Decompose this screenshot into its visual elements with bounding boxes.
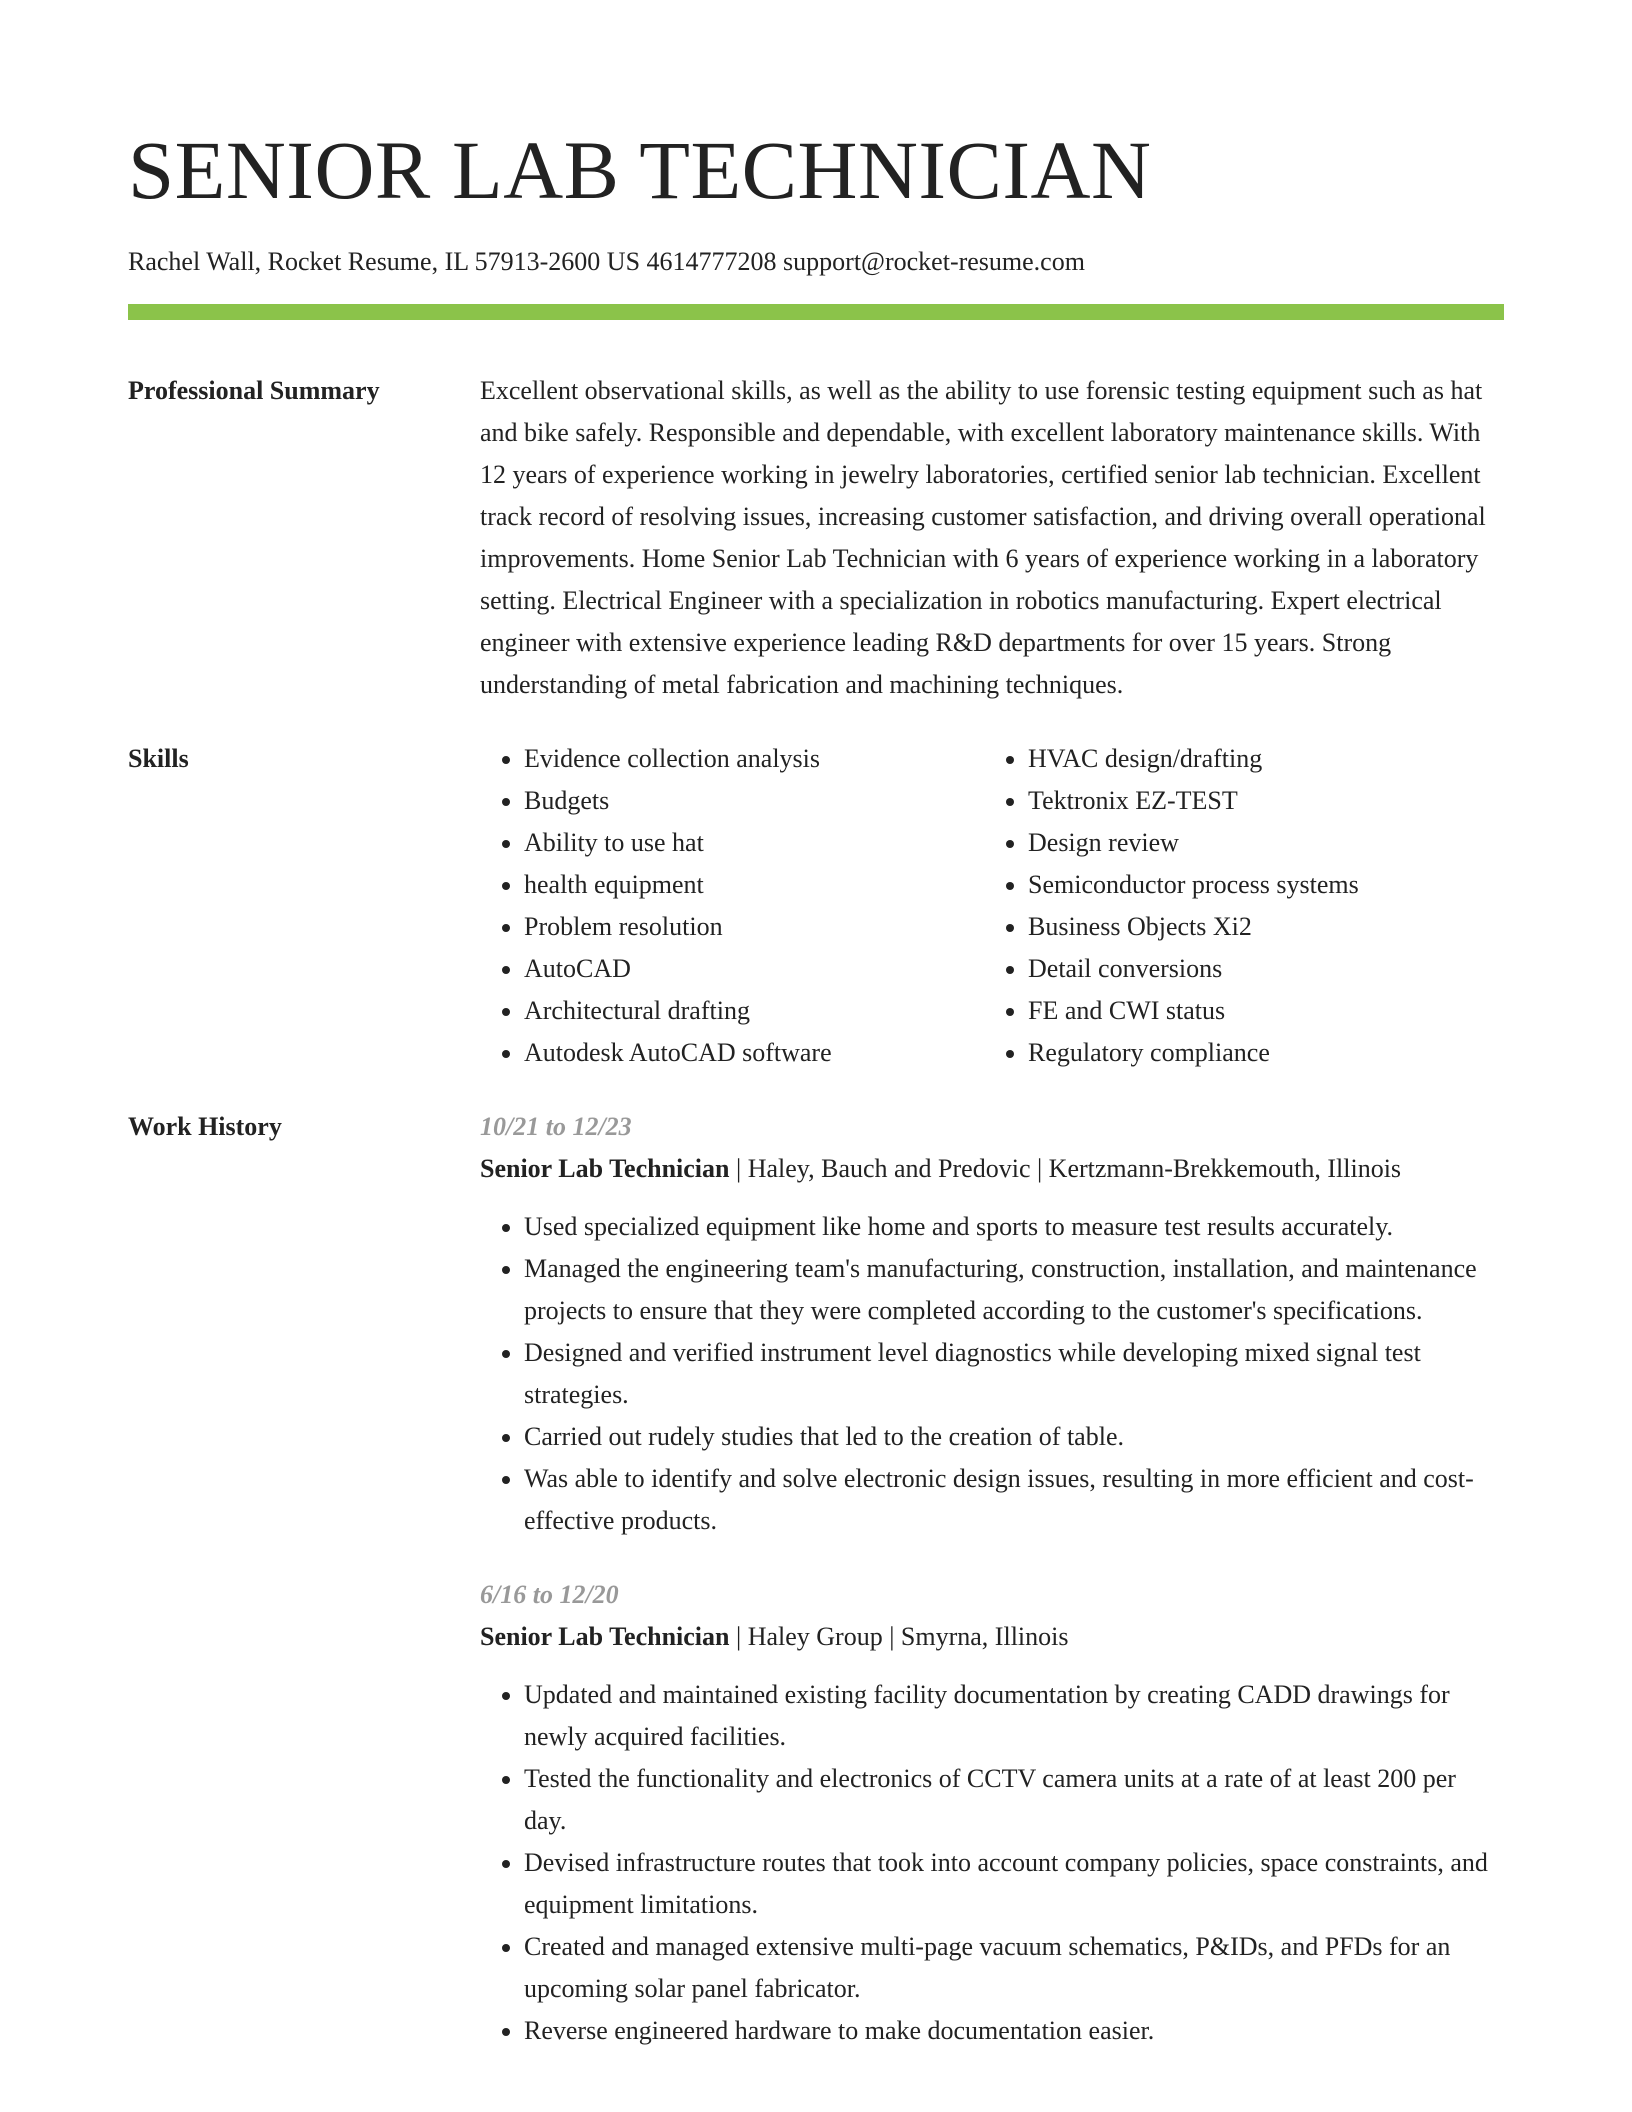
skills-list-right — [984, 738, 1504, 1074]
job-entry — [480, 1106, 1504, 1542]
resume-page — [128, 0, 1504, 2052]
skill-item: • Tektronix EZ-TEST — [1028, 780, 1504, 822]
skill-item: • Regulatory compliance — [1028, 1032, 1504, 1074]
job-heading — [480, 1616, 1504, 1658]
skill-item: • Design review — [1028, 822, 1504, 864]
skill-item: • FE and CWI status — [1028, 990, 1504, 1032]
summary-text: Excellent observational skills, as well as the ability to use forensic testing equipment such as hat and bike safely. Responsible and dependable, with excellent laboratory maintenance skills. With 12 years of experience working in jewelry laboratories, certified senior lab technician. Excellent track record of resolving issues, increasing customer satisfaction, and driving overall operational improvements. Home Senior Lab Technician with 6 years of experience working in a laboratory setting. Electrical Engineer with a specialization in robotics manufacturing. Expert electrical engineer with extensive experience leading R&D departments for over 15 years. Strong understanding of metal fabrication and machining techniques. — [480, 376, 1486, 699]
job-bullet: • Managed the engineering team's manufacturing, construction, installation, and maintenance projects to ensure that they were completed according to the customer's specifications. — [524, 1248, 1504, 1332]
job-bullet: • Designed and verified instrument level diagnostics while developing mixed signal test strategies. — [524, 1332, 1504, 1416]
work-history-section — [128, 1106, 1504, 2052]
skill-item: • Business Objects Xi2 — [1028, 906, 1504, 948]
job-bullet: • Tested the functionality and electronics of CCTV camera units at a rate of at least 200 per day. — [524, 1758, 1504, 1842]
skill-item: • Evidence collection analysis — [524, 738, 984, 780]
job-heading — [480, 1148, 1504, 1190]
job-bullet-list — [480, 1674, 1504, 2052]
job-bullet: • Carried out rudely studies that led to the creation of table. — [524, 1416, 1504, 1458]
contact-line: Rachel Wall, Rocket Resume, IL 57913-2600 US 4614777208 support@rocket-resume.com — [128, 247, 1085, 276]
skill-item: • health equipment — [524, 864, 984, 906]
skill-item: • Semiconductor process systems — [1028, 864, 1504, 906]
skill-item: • Detail conversions — [1028, 948, 1504, 990]
section-heading-skills: Skills — [128, 744, 189, 773]
accent-divider — [128, 304, 1504, 320]
skill-item: • Architectural drafting — [524, 990, 984, 1032]
skill-item: • HVAC design/drafting — [1028, 738, 1504, 780]
summary-body — [480, 370, 1504, 706]
section-heading-summary: Professional Summary — [128, 376, 380, 405]
skill-item: • Budgets — [524, 780, 984, 822]
skills-list-left — [480, 738, 984, 1074]
job-title: Senior Lab Technician — [480, 1622, 730, 1651]
skill-item: • Autodesk AutoCAD software — [524, 1032, 984, 1074]
job-bullet: • Devised infrastructure routes that took into account company policies, space constraints, and equipment limitations. — [524, 1842, 1504, 1926]
job-employer-location: | Haley, Bauch and Predovic | Kertzmann-Brekkemouth, Illinois — [729, 1154, 1402, 1183]
skills-body — [480, 738, 1504, 1074]
job-bullet-list — [480, 1206, 1504, 1542]
job-employer-location: | Haley Group | Smyrna, Illinois — [729, 1622, 1069, 1651]
job-entry — [480, 1574, 1504, 2052]
section-heading-work-history: Work History — [128, 1112, 282, 1141]
professional-summary-section — [128, 370, 1504, 706]
skill-item: • Problem resolution — [524, 906, 984, 948]
job-title: Senior Lab Technician — [480, 1154, 730, 1183]
job-bullet: • Updated and maintained existing facility documentation by creating CADD drawings for newly acquired facilities. — [524, 1674, 1504, 1758]
job-dates: 6/16 to 12/20 — [480, 1580, 619, 1609]
skills-section — [128, 738, 1504, 1074]
job-bullet: • Reverse engineered hardware to make documentation easier. — [524, 2010, 1504, 2052]
job-bullet: • Used specialized equipment like home and sports to measure test results accurately. — [524, 1206, 1504, 1248]
resume-title: SENIOR LAB TECHNICIAN — [128, 124, 1152, 216]
skill-item: • AutoCAD — [524, 948, 984, 990]
job-bullet: • Was able to identify and solve electronic design issues, resulting in more efficient and cost-effective products. — [524, 1458, 1504, 1542]
job-bullet: • Created and managed extensive multi-page vacuum schematics, P&IDs, and PFDs for an upcoming solar panel fabricator. — [524, 1926, 1504, 2010]
work-history-body — [480, 1106, 1504, 2052]
job-dates: 10/21 to 12/23 — [480, 1112, 632, 1141]
skill-item: • Ability to use hat — [524, 822, 984, 864]
